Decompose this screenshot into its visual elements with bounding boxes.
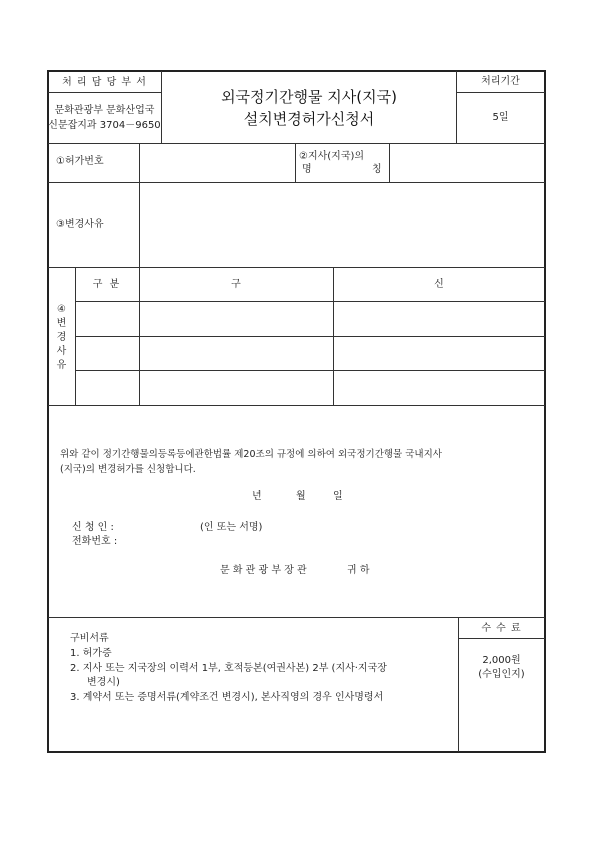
change-reason-label: ③변경사유 bbox=[56, 219, 104, 230]
reason-row-bottom bbox=[48, 267, 545, 268]
label-column-line bbox=[139, 143, 140, 267]
document-item-2: 2. 지사 또는 지국장의 이력서 1부, 호적등본(여권사본) 2부 (지사·지국장 bbox=[70, 663, 387, 674]
fee-divider bbox=[458, 638, 545, 639]
table-header-new: 신 bbox=[434, 279, 444, 290]
period-divider bbox=[456, 92, 545, 93]
declaration-text-line2: (지국)의 변경허가를 신청합니다. bbox=[60, 464, 196, 475]
processing-period-label: 처리기간 bbox=[481, 76, 520, 87]
documents-title: 구비서류 bbox=[70, 633, 109, 644]
permit-row-bottom bbox=[48, 182, 545, 183]
declaration-text-line1: 위와 같이 정기간행물의등록등에관한법률 제20조의 규정에 의하여 외국정기간행물 국내지사 bbox=[60, 449, 442, 460]
office-dept: 문화관광부 문화산업국 bbox=[54, 105, 155, 116]
branch-name-label-char1: 명 bbox=[302, 164, 312, 175]
branch-name-label-line1: ②지사(지국)의 bbox=[299, 151, 365, 162]
fee-amount: 2,000원 bbox=[482, 655, 521, 666]
table-row-line-2 bbox=[75, 336, 545, 337]
applicant-signature-hint: (인 또는 서명) bbox=[200, 522, 263, 533]
recipient: 문 화 관 광 부 장 관 bbox=[220, 565, 307, 576]
office-divider bbox=[48, 92, 161, 93]
document-item-1: 1. 허가증 bbox=[70, 648, 112, 659]
fee-label: 수 수 료 bbox=[481, 623, 522, 634]
applicant-label: 신 청 인 : bbox=[72, 522, 114, 533]
side-label-num: ④ bbox=[57, 304, 66, 315]
fee-revenue-stamp: (수입인지) bbox=[478, 669, 525, 680]
office-label: 처 리 담 당 부 서 bbox=[62, 77, 147, 88]
side-label-char: 변 bbox=[56, 318, 67, 329]
declaration-bottom-line bbox=[48, 617, 545, 618]
document-item-3: 3. 계약서 또는 증명서류(계약조건 변경시), 본사직영의 경우 인사명령서 bbox=[70, 692, 384, 703]
form-title-line2: 설치변경허가신청서 bbox=[243, 110, 375, 128]
branch-name-label-char2: 칭 bbox=[372, 164, 382, 175]
header-bottom-line bbox=[48, 143, 545, 144]
office-contact: 신문잡지과 3704－9650 bbox=[48, 120, 161, 131]
table-bottom-line bbox=[48, 405, 545, 406]
name-label-left-line bbox=[295, 143, 296, 182]
permit-number-label: ①허가번호 bbox=[56, 156, 104, 167]
side-label-char: 사 bbox=[56, 346, 67, 357]
side-label-char: 유 bbox=[56, 360, 67, 371]
form-title-line1: 외국정기간행물 지사(지국) bbox=[221, 88, 397, 106]
table-header-category: 구 분 bbox=[92, 279, 122, 290]
date-day: 일 bbox=[333, 491, 343, 502]
side-label-char: 경 bbox=[56, 332, 67, 343]
document-item-2-cont: 변경시) bbox=[87, 677, 120, 688]
table-header-old: 구 bbox=[231, 279, 241, 290]
date-month: 월 bbox=[296, 491, 306, 502]
form-frame bbox=[47, 70, 546, 753]
table-row-line-1 bbox=[75, 301, 545, 302]
date-year: 년 bbox=[252, 491, 262, 502]
processing-period-value: 5일 bbox=[492, 112, 509, 123]
phone-label: 전화번호 : bbox=[72, 536, 118, 547]
name-label-right-line bbox=[389, 143, 390, 182]
table-row-line-3 bbox=[75, 370, 545, 371]
recipient-suffix: 귀 하 bbox=[347, 565, 370, 576]
